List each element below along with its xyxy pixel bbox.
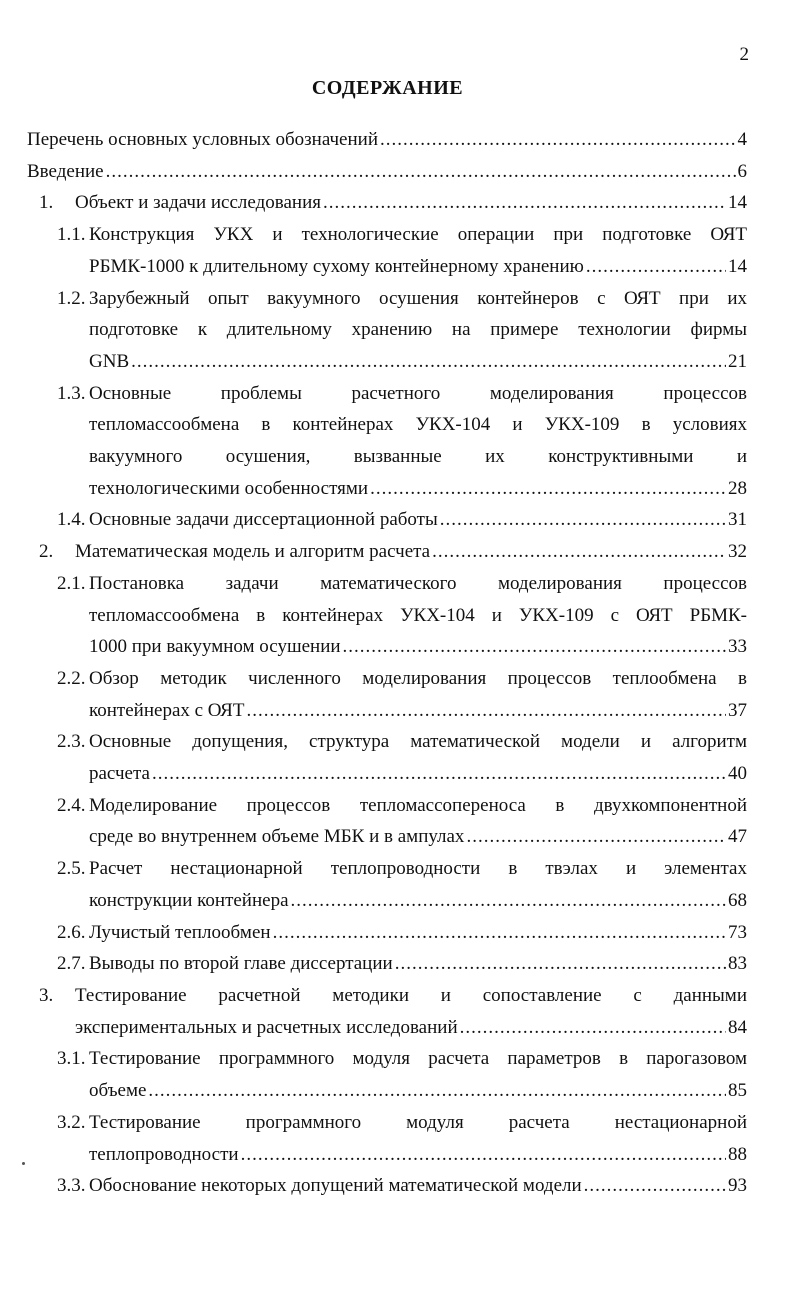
toc-entry-number: 3.1. — [57, 1048, 86, 1070]
toc-entry[interactable] — [27, 283, 747, 378]
dot-leader — [241, 1139, 726, 1171]
toc-entry-number: 1.2. — [57, 287, 86, 309]
toc-entry-title: 1000 при вакуумном осушении — [89, 636, 341, 658]
toc-entry-title: расчета — [89, 763, 150, 785]
toc-entry-page: 21 — [728, 350, 747, 372]
dot-leader — [291, 885, 726, 917]
toc-entry-number: 2.1. — [57, 572, 86, 594]
toc-entry-page: 14 — [728, 255, 747, 277]
toc-entry-title: GNB — [89, 350, 130, 372]
toc-entry-page: 73 — [728, 921, 747, 943]
dot-leader — [395, 948, 726, 980]
toc-entry[interactable] — [27, 663, 747, 726]
toc-entry-page: 88 — [728, 1143, 747, 1165]
toc-entry-number: 1.1. — [57, 224, 86, 246]
toc-entry-number: 2.5. — [57, 858, 86, 880]
toc-entry-title: конструкции контейнера — [89, 889, 289, 911]
toc-entry-text-line: Тестирование программного модуля расчета параметров в парогазовом — [89, 1048, 747, 1070]
toc-title: СОДЕРЖАНИЕ — [311, 77, 464, 99]
toc-entry-page: 32 — [728, 541, 747, 563]
dot-leader — [343, 631, 726, 663]
toc-entry[interactable] — [27, 1107, 747, 1170]
toc-entry-text-line: Зарубежный опыт вакуумного осушения контейнеров с ОЯТ при их — [89, 287, 747, 309]
toc-entry-page: 93 — [728, 1175, 747, 1197]
toc-entry[interactable] — [27, 536, 747, 568]
toc-entry-page: 85 — [728, 1080, 747, 1102]
toc-entry-page: 28 — [728, 477, 747, 499]
toc-entry-title: Обоснование некоторых допущений математической модели — [89, 1175, 582, 1197]
dot-leader — [432, 536, 726, 568]
toc-entry-title: Выводы по второй главе диссертации — [89, 953, 393, 975]
toc-entry[interactable] — [27, 853, 747, 916]
toc-entry-number: 2.2. — [57, 667, 86, 689]
toc-entry-title: контейнерах с ОЯТ — [89, 699, 245, 721]
toc-entry-number: 3. — [39, 984, 54, 1006]
toc-entry-page: 47 — [728, 826, 747, 848]
page-number: 2 — [739, 44, 749, 65]
dot-leader — [380, 124, 736, 156]
toc-entry-number: 1.3. — [57, 382, 86, 404]
dot-leader — [466, 821, 726, 853]
toc-entry-text-line: Основные допущения, структура математической модели и алгоритм — [89, 731, 747, 753]
toc-entry-title: экспериментальных и расчетных исследований — [75, 1016, 458, 1038]
toc-entry-text-line: подготовке к длительному хранению на примере технологии фирмы — [89, 319, 747, 341]
toc-entry-title: Лучистый теплообмен — [89, 921, 271, 943]
toc-entry-text-line: вакуумного осушения, вызванные их конструктивными и — [89, 446, 747, 468]
toc-entry-text-line: тепломассообмена в контейнерах УКХ-104 и УКХ-109 с ОЯТ РБМК- — [89, 604, 747, 626]
toc-entry-text-line: тепломассообмена в контейнерах УКХ-104 и УКХ-109 в условиях — [89, 414, 747, 436]
toc-entry-text-line: Постановка задачи математического моделирования процессов — [89, 572, 747, 594]
dot-leader — [246, 695, 726, 727]
toc-entry-page: 68 — [728, 889, 747, 911]
toc-entry[interactable] — [27, 948, 747, 980]
toc-entry[interactable] — [27, 378, 747, 505]
toc-entry-title: объеме — [89, 1080, 147, 1102]
toc-entry[interactable] — [27, 917, 747, 949]
toc-entry-page: 84 — [728, 1016, 747, 1038]
toc-entry-text-line: Тестирование программного модуля расчета нестационарной — [89, 1111, 747, 1133]
toc-entry[interactable] — [27, 504, 747, 536]
toc-entry-text-line: Основные проблемы расчетного моделирования процессов — [89, 382, 747, 404]
toc-entry-text-line: Расчет нестационарной теплопроводности в твэлах и элементах — [89, 858, 747, 880]
toc-entry-page: 83 — [728, 953, 747, 975]
table-of-contents — [27, 124, 747, 1202]
toc-entry[interactable] — [27, 1170, 747, 1202]
toc-entry-title: технологическими особенностями — [89, 477, 369, 499]
dot-leader — [131, 346, 726, 378]
toc-entry-number: 3.3. — [57, 1175, 86, 1197]
toc-entry[interactable] — [27, 1043, 747, 1106]
toc-entry-number: 1. — [39, 192, 54, 214]
dot-leader — [440, 504, 726, 536]
dot-leader — [370, 473, 726, 505]
toc-entry-page: 4 — [737, 129, 747, 150]
toc-entry[interactable] — [27, 219, 747, 282]
dot-leader — [584, 1170, 726, 1202]
toc-entry-number: 2.6. — [57, 921, 86, 943]
toc-entry-number: 2. — [39, 541, 54, 563]
toc-entry-title: Объект и задачи исследования — [75, 192, 321, 214]
toc-entry-page: 31 — [728, 509, 747, 531]
toc-entry-page: 6 — [737, 160, 747, 182]
toc-entry[interactable] — [27, 980, 747, 1043]
toc-entry[interactable] — [27, 568, 747, 663]
toc-entry-page: 40 — [728, 763, 747, 785]
toc-entry[interactable] — [27, 124, 747, 156]
toc-entry-title: Основные задачи диссертационной работы — [89, 509, 438, 531]
stray-mark — [22, 1162, 25, 1165]
dot-leader — [152, 758, 726, 790]
toc-entry-text-line: Конструкция УКХ и технологические операции при подготовке ОЯТ — [89, 224, 747, 246]
toc-entry-number: 2.7. — [57, 953, 86, 975]
toc-entry-number: 2.4. — [57, 794, 86, 816]
toc-entry[interactable] — [27, 187, 747, 219]
toc-entry-number: 3.2. — [57, 1111, 86, 1133]
dot-leader — [460, 1012, 726, 1044]
toc-entry[interactable] — [27, 726, 747, 789]
dot-leader — [273, 917, 726, 949]
dot-leader — [106, 156, 736, 188]
toc-entry-text-line: Тестирование расчетной методики и сопоставление с данными — [75, 984, 747, 1006]
toc-entry-title: Перечень основных условных обозначений — [27, 129, 378, 150]
toc-entry-number: 2.3. — [57, 731, 86, 753]
toc-entry-title: среде во внутреннем объеме МБК и в ампулах — [89, 826, 465, 848]
toc-entry-page: 14 — [728, 192, 747, 214]
toc-entry-number: 1.4. — [57, 509, 86, 531]
dot-leader — [586, 251, 726, 283]
toc-entry[interactable] — [27, 790, 747, 853]
toc-entry-page: 33 — [728, 636, 747, 658]
toc-entry-title: Введение — [27, 160, 104, 182]
dot-leader — [148, 1075, 726, 1107]
toc-entry-title: теплопроводности — [89, 1143, 239, 1165]
toc-entry-text-line: Обзор методик численного моделирования процессов теплообмена в — [89, 667, 747, 689]
dot-leader — [323, 187, 726, 219]
toc-entry-title: Математическая модель и алгоритм расчета — [75, 541, 431, 563]
toc-entry[interactable] — [27, 156, 747, 188]
toc-entry-page: 37 — [728, 699, 747, 721]
toc-entry-text-line: Моделирование процессов тепломассопереноса в двухкомпонентной — [89, 794, 747, 816]
toc-entry-title: РБМК-1000 к длительному сухому контейнерному хранению — [89, 255, 584, 277]
